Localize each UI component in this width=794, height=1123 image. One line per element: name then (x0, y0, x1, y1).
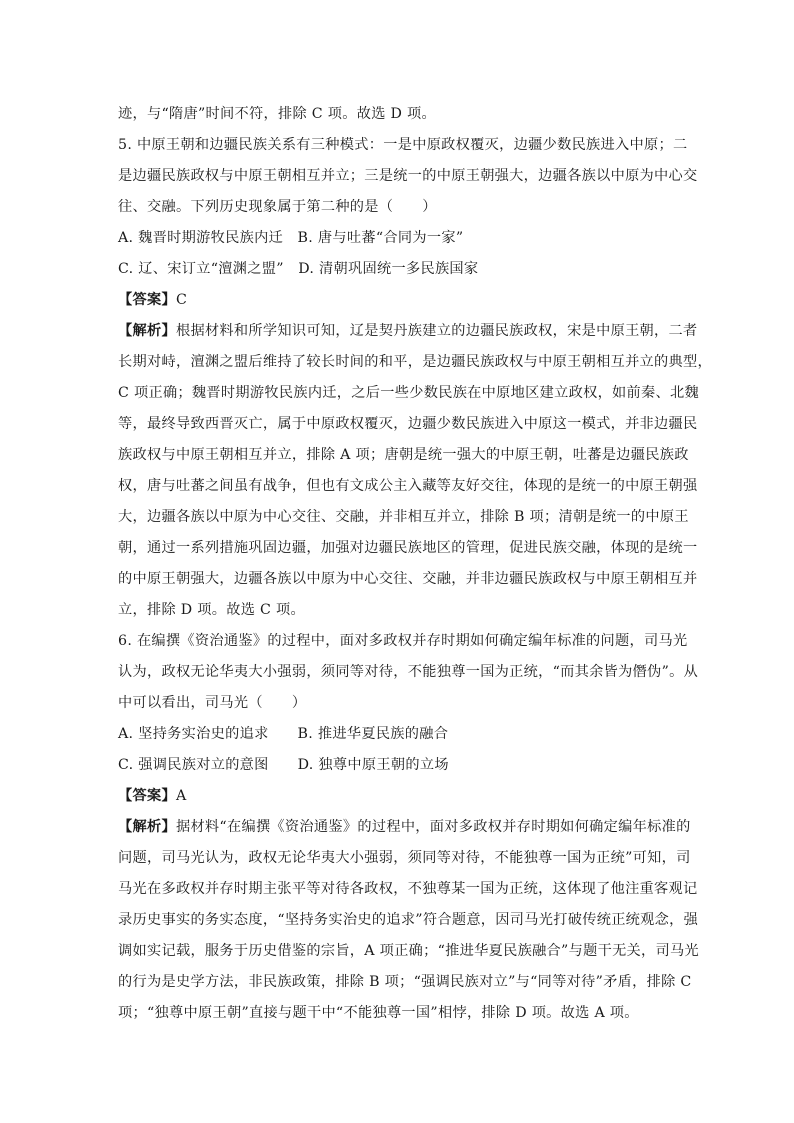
text-line (118, 285, 674, 316)
line-text: 朝，通过一系列措施巩固边疆，加强对边疆民族地区的管理，促进民族交融，体现的是统一 (118, 540, 698, 556)
text-line (118, 843, 691, 874)
line-text: 问题，司马光认为，政权无论华夷大小强弱，须同等对待，不能独尊一国为正统”可知，司 (118, 850, 691, 866)
text-line (118, 595, 674, 626)
line-text: 权，唐与吐蕃之间虽有战争，但也有文成公主入藏等友好交往，体现的是统一的中原王朝强 (118, 478, 698, 494)
line-text: C. 强调民族对立的意图 D. 独尊中原王朝的立场 (118, 757, 449, 773)
document-page (118, 99, 712, 1029)
line-text: C. 辽、宋订立“澶渊之盟” D. 清朝巩固统一多民族国家 (118, 261, 479, 277)
text-line (118, 99, 674, 130)
text-line (118, 378, 699, 409)
text-line (118, 936, 699, 967)
text-line (118, 998, 674, 1029)
text-line (118, 874, 698, 905)
line-text: 大，边疆各族以中原为中心交往、交融，并非相互并立，排除 B 项；清朝是统一的中原王 (118, 509, 689, 525)
text-line (118, 223, 674, 254)
line-text: 项；“独尊中原王朝”直接与题干中“不能独尊一国”相悖，排除 D 项。故选 A 项。 (118, 1005, 639, 1021)
section-tag: 【答案】 (118, 788, 176, 804)
text-line (118, 161, 698, 192)
text-line (118, 130, 688, 161)
line-text: 是边疆民族政权与中原王朝相互并立；三是统一的中原王朝强大，边疆各族以中原为中心交 (118, 168, 698, 184)
text-line (118, 564, 698, 595)
text-line (118, 626, 688, 657)
line-text: 6. 在编撰《资治通鉴》的过程中，面对多政权并存时期如何确定编年标准的问题，司马光 (118, 633, 688, 649)
line-text: 往、交融。下列历史现象属于第二种的是（ ） (118, 199, 437, 215)
section-tag: 【解析】 (118, 819, 176, 835)
text-line (118, 750, 674, 781)
line-text: 的中原王朝强大，边疆各族以中原为中心交往、交融，并非边疆民族政权与中原王朝相互并 (118, 571, 698, 587)
line-text: 根据材料和所学知识可知，辽是契丹族建立的边疆民族政权，宋是中原王朝，二者 (175, 323, 698, 339)
text-line (118, 905, 699, 936)
line-text: 据材料“在编撰《资治通鉴》的过程中，面对多政权并存时期如何确定编年标准的 (175, 819, 691, 835)
text-line (118, 688, 674, 719)
text-line (118, 781, 674, 812)
line-text: 5. 中原王朝和边疆民族关系有三种模式：一是中原政权覆灭，边疆少数民族进入中原；二 (118, 137, 688, 153)
line-text: 录历史事实的务实态度，“坚持务实治史的追求”符合题意，因司马光打破传统正统观念，强 (118, 912, 699, 928)
text-line (118, 192, 674, 223)
line-text: 长期对峙，澶渊之盟后维持了较长时间的和平，是边疆民族政权与中原王朝相互并立的典型， (118, 354, 712, 370)
line-text: 迹，与“隋唐”时间不符，排除 C 项。故选 D 项。 (118, 106, 436, 122)
line-text: A (175, 788, 187, 804)
text-line (118, 533, 698, 564)
line-text: 马光在多政权并存时期主张平等对待各政权，不独尊某一国为正统，这体现了他注重客观记 (118, 881, 698, 897)
text-line (118, 657, 699, 688)
text-line (118, 502, 689, 533)
line-text: C (175, 292, 188, 308)
text-line (118, 471, 698, 502)
line-text: A. 坚持务实治史的追求 B. 推进华夏民族的融合 (118, 726, 449, 742)
text-line (118, 409, 698, 440)
text-line (118, 719, 674, 750)
text-line (118, 812, 691, 843)
section-tag: 【答案】 (118, 292, 176, 308)
section-tag: 【解析】 (118, 323, 176, 339)
line-text: A. 魏晋时期游牧民族内迁 B. 唐与吐蕃“合同为一家” (118, 230, 464, 246)
line-text: 立，排除 D 项。故选 C 项。 (118, 602, 305, 618)
line-text: 中可以看出，司马光（ ） (118, 695, 307, 711)
line-text: C 项正确；魏晋时期游牧民族内迁，之后一些少数民族在中原地区建立政权，如前秦、北魏 (118, 385, 699, 401)
text-line (118, 316, 698, 347)
line-text: 等，最终导致西晋灭亡，属于中原政权覆灭，边疆少数民族进入中原这一模式，并非边疆民 (118, 416, 698, 432)
text-line (118, 254, 674, 285)
line-text: 认为，政权无论华夷大小强弱，须同等对待，不能独尊一国为正统，“而其余皆为僭伪”。从 (118, 664, 699, 680)
line-text: 族政权与中原王朝相互并立，排除 A 项；唐朝是统一强大的中原王朝，吐蕃是边疆民族政 (118, 447, 689, 463)
line-text: 的行为是史学方法，非民族政策，排除 B 项；“强调民族对立”与“同等对待”矛盾，排除 C (118, 974, 692, 990)
text-line (118, 967, 692, 998)
text-line (118, 440, 689, 471)
text-line (118, 347, 712, 378)
line-text: 调如实记载，服务于历史借鉴的宗旨，A 项正确；“推进华夏民族融合”与题干无关，司马光 (118, 943, 699, 959)
